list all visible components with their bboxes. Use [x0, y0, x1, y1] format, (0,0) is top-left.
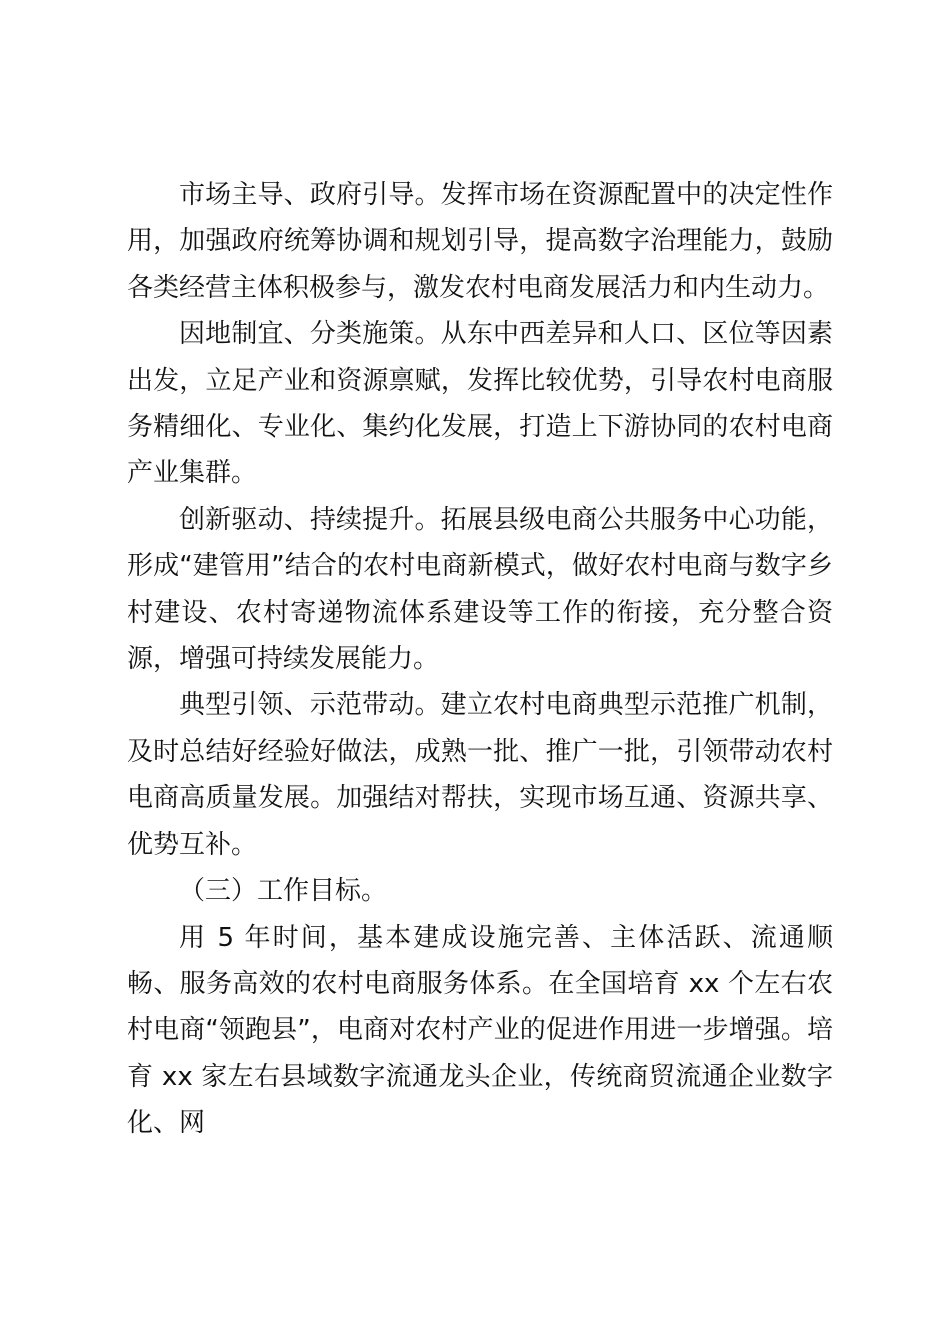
paragraph-market-leading: 市场主导、政府引导。发挥市场在资源配置中的决定性作用，加强政府统筹协调和规划引导，提高数字治理能力，鼓励各类经营主体积极参与，激发农村电商发展活力和内生动力。 [127, 180, 833, 303]
paragraph-local-conditions: 因地制宜、分类施策。从东中西差异和人口、区位等因素出发，立足产业和资源禀赋，发挥比较优势，引导农村电商服务精细化、专业化、集约化发展，打造上下游协同的农村电商产业集群。 [127, 319, 833, 489]
document-body [127, 172, 833, 1147]
paragraph-demonstration: 典型引领、示范带动。建立农村电商典型示范推广机制，及时总结好经验好做法，成熟一批、推广一批，引领带动农村电商高质量发展。加强结对帮扶，实现市场互通、资源共享、优势互补。 [127, 690, 833, 860]
paragraph-innovation-driven: 创新驱动、持续提升。拓展县级电商公共服务中心功能，形成“建管用”结合的农村电商新模式，做好农村电商与数字乡村建设、农村寄递物流体系建设等工作的衔接，充分整合资源，增强可持续发展能力。 [127, 504, 833, 675]
section-heading-work-goals: （三）工作目标。 [179, 876, 388, 907]
paragraph-five-year-goal: 用 5 年时间，基本建成设施完善、主体活跃、流通顺畅、服务高效的农村电商服务体系。在全国培育 xx 个左右农村电商“领跑县”，电商对农村产业的促进作用进一步增强。培育 xx 家左右县域数字流通龙头企业，传统商贸流通企业数字化、网 [127, 922, 833, 1139]
